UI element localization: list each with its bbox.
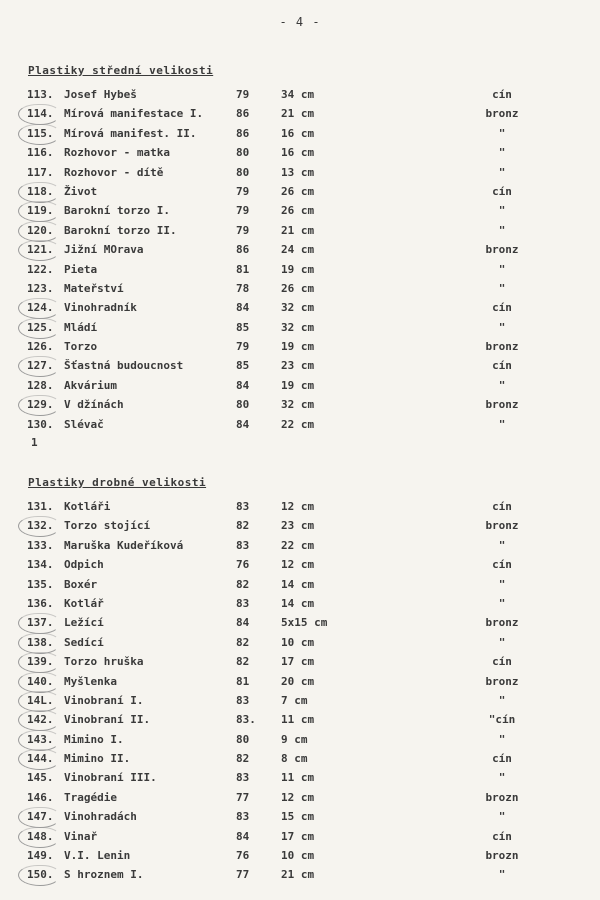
item-material: " (498, 868, 506, 882)
item-title: Vinobraní II. (64, 713, 151, 727)
item-material: " (498, 577, 506, 591)
item-size: 9 cm (281, 732, 308, 746)
item-size: 14 cm (281, 577, 315, 591)
item-title: Mládí (64, 320, 98, 334)
table-row (0, 86, 600, 105)
item-material: bronz (485, 243, 519, 257)
item-year: 81 (236, 262, 250, 276)
table-row (0, 396, 600, 415)
item-title: Vinobraní I. (64, 693, 144, 707)
table-row (0, 416, 600, 435)
item-material: " (498, 810, 506, 824)
item-number: 126. (27, 340, 54, 354)
item-title: Kotláři (64, 500, 111, 513)
table-row (0, 634, 600, 653)
table-small-sculptures (0, 498, 600, 886)
item-number: 116. (27, 146, 54, 160)
table-row (0, 828, 600, 847)
item-year: 80 (236, 146, 250, 160)
item-year: 83 (236, 810, 250, 824)
item-year: 80 (236, 398, 250, 412)
item-title: Akvárium (64, 378, 117, 392)
item-size: 34 cm (281, 88, 315, 101)
item-title: Torzo (64, 340, 98, 354)
table-row (0, 144, 600, 163)
table-row (0, 789, 600, 808)
item-size: 21 cm (281, 868, 315, 882)
item-year: 79 (236, 184, 250, 198)
item-number: 129. (27, 398, 54, 412)
item-number: 123. (27, 281, 54, 295)
item-year: 83 (236, 500, 250, 513)
item-year: 84 (236, 829, 250, 843)
table-row (0, 357, 600, 376)
table-row (0, 164, 600, 183)
item-number: 150. (27, 868, 54, 882)
item-year: 82 (236, 655, 250, 669)
section-title-small: Plastiky drobné velikosti (28, 476, 207, 489)
item-material: " (498, 204, 506, 218)
item-year: 84 (236, 417, 250, 431)
item-year: 77 (236, 868, 250, 882)
item-title: V.I. Lenin (64, 849, 131, 863)
item-material: " (498, 146, 506, 160)
item-number: 121. (27, 243, 54, 257)
item-year: 76 (236, 558, 250, 572)
item-size: 19 cm (281, 378, 315, 392)
item-size: 8 cm (281, 752, 308, 766)
item-material: bronz (485, 674, 519, 688)
item-size: 24 cm (281, 243, 315, 257)
item-size: 10 cm (281, 849, 315, 863)
item-title: Mateřství (64, 281, 124, 295)
item-material: brozn (485, 849, 519, 863)
item-title: Sedící (64, 635, 104, 649)
item-title: Barokní torzo I. (64, 204, 170, 218)
item-number: 125. (27, 320, 54, 334)
item-year: 85 (236, 320, 250, 334)
table-row (0, 808, 600, 827)
item-year: 86 (236, 126, 250, 140)
item-number: 127. (27, 359, 54, 373)
item-number: 134. (27, 558, 54, 572)
item-size: 10 cm (281, 635, 315, 649)
item-number: 131. (27, 500, 54, 513)
item-title: Barokní torzo II. (64, 223, 177, 237)
table-row (0, 614, 600, 633)
item-number: 137. (27, 616, 54, 630)
item-number: 147. (27, 810, 54, 824)
stray-mark: 1 (31, 436, 38, 449)
item-material: cín (492, 829, 512, 843)
item-number: 124. (27, 301, 54, 315)
item-year: 84 (236, 301, 250, 315)
item-size: 26 cm (281, 281, 315, 295)
table-row (0, 183, 600, 202)
item-size: 12 cm (281, 790, 315, 804)
item-number: 136. (27, 596, 54, 610)
item-title: Vinohradách (64, 810, 137, 824)
item-material: cín (492, 500, 512, 513)
item-number: 115. (27, 126, 54, 140)
item-number: 146. (27, 790, 54, 804)
item-material: cín (492, 558, 512, 572)
item-material: " (498, 771, 506, 785)
item-material: bronz (485, 398, 519, 412)
table-row (0, 280, 600, 299)
item-title: Boxér (64, 577, 98, 591)
item-size: 32 cm (281, 320, 315, 334)
item-material: " (498, 538, 506, 552)
item-title: Mírová manifestace I. (64, 107, 204, 121)
item-number: 113. (27, 88, 54, 101)
item-title: Tragédie (64, 790, 117, 804)
item-year: 83 (236, 538, 250, 552)
item-size: 32 cm (281, 398, 315, 412)
item-material: " (498, 732, 506, 746)
item-size: 26 cm (281, 184, 315, 198)
item-number: 128. (27, 378, 54, 392)
item-title: Život (64, 184, 98, 198)
item-size: 32 cm (281, 301, 315, 315)
item-number: 140. (27, 674, 54, 688)
item-size: 19 cm (281, 340, 315, 354)
item-number: 132. (27, 519, 54, 533)
table-row (0, 241, 600, 260)
item-year: 86 (236, 107, 250, 121)
table-row (0, 866, 600, 885)
item-year: 82 (236, 519, 250, 533)
table-row (0, 847, 600, 866)
item-title: Torzo stojící (64, 519, 151, 533)
table-row (0, 261, 600, 280)
item-number: 135. (27, 577, 54, 591)
item-material: cín (492, 655, 512, 669)
item-size: 11 cm (281, 713, 315, 727)
item-year: 82 (236, 577, 250, 591)
item-size: 23 cm (281, 359, 315, 373)
item-size: 15 cm (281, 810, 315, 824)
item-year: 80 (236, 165, 250, 179)
item-title: Vinař (64, 829, 98, 843)
item-title: Myšlenka (64, 674, 117, 688)
item-material: bronz (485, 107, 519, 121)
item-number: 14L. (27, 693, 54, 707)
item-size: 19 cm (281, 262, 315, 276)
item-title: Kotlář (64, 596, 104, 610)
item-title: Rozhovor - matka (64, 146, 170, 160)
item-title: Vinohradník (64, 301, 137, 315)
table-row (0, 299, 600, 318)
table-row (0, 377, 600, 396)
item-size: 21 cm (281, 223, 315, 237)
item-title: Ležící (64, 616, 104, 630)
item-number: 149. (27, 849, 54, 863)
item-material: cín (492, 88, 512, 101)
table-row (0, 653, 600, 672)
table-row (0, 222, 600, 241)
item-title: Vinobraní III. (64, 771, 157, 785)
item-material: cín (492, 359, 512, 373)
item-year: 79 (236, 223, 250, 237)
item-number: 138. (27, 635, 54, 649)
item-number: 120. (27, 223, 54, 237)
item-number: 145. (27, 771, 54, 785)
item-title: Odpich (64, 558, 104, 572)
table-row (0, 202, 600, 221)
table-row (0, 125, 600, 144)
item-year: 79 (236, 204, 250, 218)
table-row (0, 750, 600, 769)
item-material: bronz (485, 616, 519, 630)
item-number: 144. (27, 752, 54, 766)
item-number: 118. (27, 184, 54, 198)
item-year: 82 (236, 752, 250, 766)
table-row (0, 498, 600, 517)
table-row (0, 537, 600, 556)
item-year: 80 (236, 732, 250, 746)
item-material: bronz (485, 340, 519, 354)
table-row (0, 595, 600, 614)
item-size: 26 cm (281, 204, 315, 218)
item-material: " (498, 635, 506, 649)
table-row (0, 105, 600, 124)
item-size: 12 cm (281, 558, 315, 572)
item-material: bronz (485, 519, 519, 533)
page-number: - 4 - (279, 15, 321, 29)
item-number: 148. (27, 829, 54, 843)
item-size: 7 cm (281, 693, 308, 707)
table-row (0, 769, 600, 788)
item-size: 12 cm (281, 500, 315, 513)
table-row (0, 731, 600, 750)
item-material: " (498, 596, 506, 610)
item-year: 83. (236, 713, 256, 727)
item-title: Maruška Kudeříková (64, 538, 184, 552)
item-year: 79 (236, 88, 250, 101)
item-year: 85 (236, 359, 250, 373)
item-year: 77 (236, 790, 250, 804)
item-size: 14 cm (281, 596, 315, 610)
table-medium-sculptures (0, 86, 600, 435)
item-size: 17 cm (281, 829, 315, 843)
item-material: cín (492, 752, 512, 766)
item-title: Mírová manifest. II. (64, 126, 197, 140)
item-year: 84 (236, 378, 250, 392)
table-row (0, 319, 600, 338)
item-size: 17 cm (281, 655, 315, 669)
item-year: 83 (236, 693, 250, 707)
item-size: 5x15 cm (281, 616, 328, 630)
item-title: Slévač (64, 417, 104, 431)
item-number: 130. (27, 417, 54, 431)
item-material: cín (492, 184, 512, 198)
item-title: Mimino I. (64, 732, 124, 746)
item-year: 86 (236, 243, 250, 257)
item-title: Mimino II. (64, 752, 131, 766)
item-size: 22 cm (281, 538, 315, 552)
item-year: 78 (236, 281, 250, 295)
item-title: Rozhovor - dítě (64, 165, 164, 179)
item-number: 122. (27, 262, 54, 276)
item-size: 20 cm (281, 674, 315, 688)
item-material: cín (492, 301, 512, 315)
item-material: " (498, 378, 506, 392)
item-year: 83 (236, 596, 250, 610)
item-number: 142. (27, 713, 54, 727)
item-material: " (498, 693, 506, 707)
item-size: 11 cm (281, 771, 315, 785)
item-year: 76 (236, 849, 250, 863)
item-title: Pieta (64, 262, 98, 276)
item-title: Šťastná budoucnost (64, 359, 184, 373)
item-title: Josef Hybeš (64, 88, 137, 101)
item-year: 84 (236, 616, 250, 630)
item-material: " (498, 165, 506, 179)
item-year: 82 (236, 635, 250, 649)
item-material: " (498, 223, 506, 237)
item-number: 139. (27, 655, 54, 669)
item-size: 23 cm (281, 519, 315, 533)
table-row (0, 711, 600, 730)
item-size: 13 cm (281, 165, 315, 179)
item-title: S hroznem I. (64, 868, 144, 882)
item-material: " (498, 281, 506, 295)
item-year: 79 (236, 340, 250, 354)
item-material: " (498, 417, 506, 431)
item-size: 16 cm (281, 146, 315, 160)
item-size: 16 cm (281, 126, 315, 140)
item-material: brozn (485, 790, 519, 804)
item-year: 83 (236, 771, 250, 785)
table-row (0, 338, 600, 357)
item-material: "cín (488, 713, 516, 727)
item-number: 143. (27, 732, 54, 746)
item-title: Jižní MOrava (64, 243, 144, 257)
table-row (0, 692, 600, 711)
item-number: 133. (27, 538, 54, 552)
table-row (0, 556, 600, 575)
item-material: " (498, 320, 506, 334)
item-material: " (498, 126, 506, 140)
item-title: Torzo hruška (64, 655, 144, 669)
item-size: 21 cm (281, 107, 315, 121)
item-number: 114. (27, 107, 54, 121)
table-row (0, 673, 600, 692)
table-row (0, 576, 600, 595)
item-year: 81 (236, 674, 250, 688)
table-row (0, 517, 600, 536)
item-material: " (498, 262, 506, 276)
item-number: 119. (27, 204, 54, 218)
section-title-medium: Plastiky střední velikosti (28, 64, 214, 77)
item-title: V džínách (64, 398, 124, 412)
item-size: 22 cm (281, 417, 315, 431)
item-number: 117. (27, 165, 54, 179)
